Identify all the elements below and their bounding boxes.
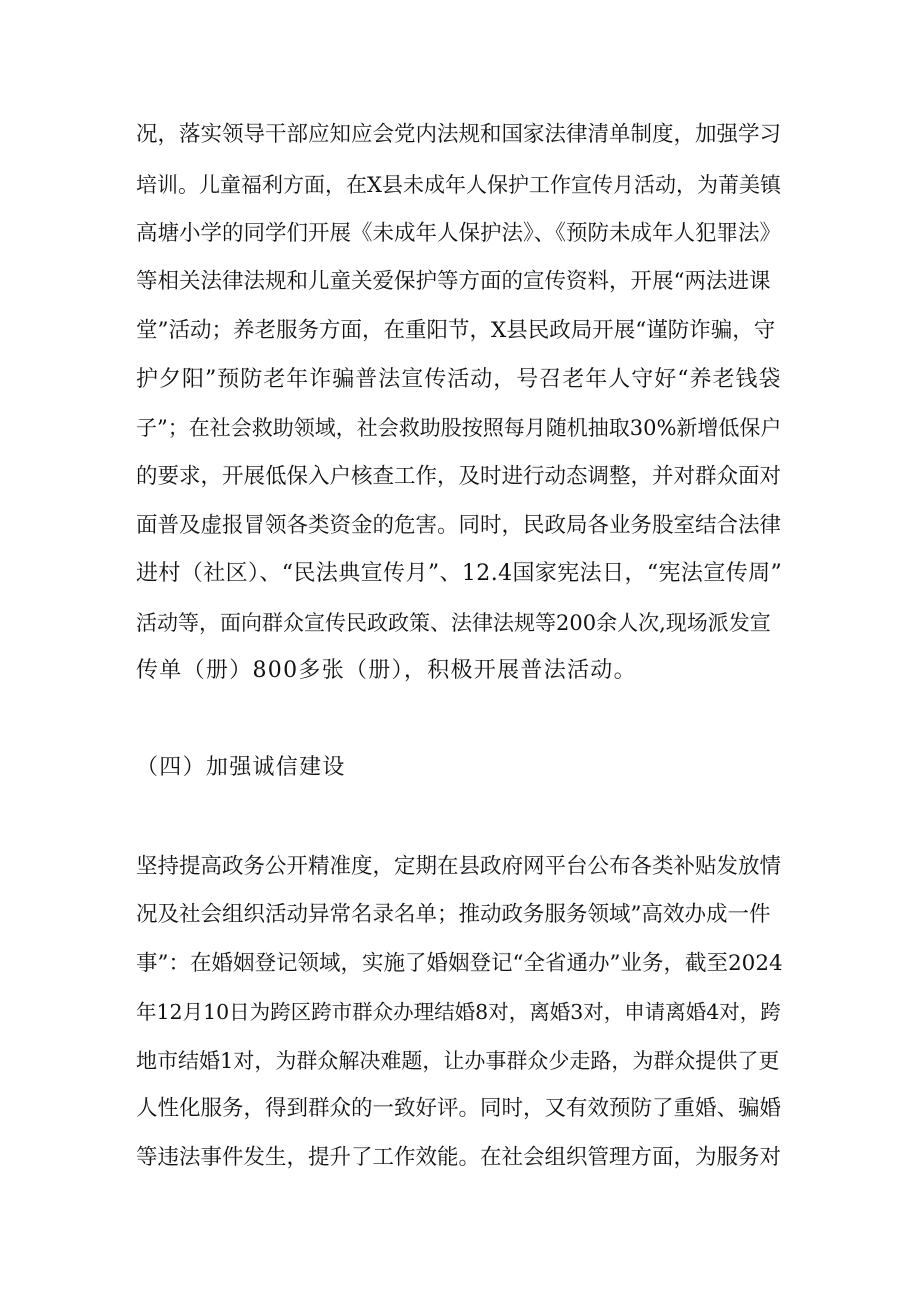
paragraph-line: 地市结婚1对，为群众解决难题，让办事群众少走路，为群众提供了更: [136, 1049, 780, 1073]
paragraph-line: 况及社会组织活动异常名录名单；推动政务服务领域”高效办成一件: [136, 902, 771, 927]
paragraph-line: 年12月10日为跨区跨市群众办理结婚8对，离婚3对，申请离婚4对，跨: [136, 1000, 781, 1024]
paragraph-line: 堂”活动；养老服务方面，在重阳节，X县民政局开展“谨防诈骗，守: [136, 318, 776, 343]
paragraph-line: 活动等，面向群众宣传民政政策、法律法规等200余人次,现场派发宣: [136, 611, 771, 635]
paragraph-line: 的要求，开展低保入户核查工作，及时进行动态调整，并对群众面对: [136, 464, 782, 489]
paragraph-line: 进村（社区）、“民法典宣传月”、12.4国家宪法日，“宪法宣传周”: [136, 561, 783, 586]
paragraph-line: 事”：在婚姻登记领域，实施了婚姻登记“全省通办”业务，截至2024: [136, 951, 783, 976]
paragraph-line: 等相关法律法规和儿童关爱保护等方面的宣传资料，开展“两法进课: [136, 269, 771, 294]
paragraph-line: 等违法事件发生，提升了工作效能。在社会组织管理方面，为服务对: [136, 1145, 782, 1170]
paragraph-line: 传单（册）800多张（册），积极开展普法活动。: [136, 658, 637, 683]
paragraph-line: 培训。儿童福利方面，在X县未成年人保护工作宣传月活动，为莆美镇: [136, 173, 781, 197]
section-heading: （四）加强诚信建设: [136, 755, 346, 780]
paragraph-line: 人性化服务，得到群众的一致好评。同时，又有效预防了重婚、骗婚: [136, 1096, 782, 1121]
paragraph-line: 高塘小学的同学们开展《未成年人保护法》、《预防未成年人犯罪法》: [136, 221, 782, 246]
paragraph-line: 护夕阳”预防老年诈骗普法宣传活动，号召老年人守好“养老钱袋: [136, 367, 782, 392]
paragraph-line: 坚持提高政务公开精准度，定期在县政府网平台公布各类补贴发放情: [136, 854, 782, 879]
paragraph-line: 面普及虚报冒领各类资金的危害。同时，民政局各业务股室结合法律: [136, 513, 782, 538]
paragraph-line: 子”；在社会救助领域，社会救助股按照每月随机抽取30%新增低保户: [136, 416, 782, 440]
paragraph-line: 况，落实领导干部应知应会党内法规和国家法律清单制度，加强学习: [136, 122, 782, 147]
